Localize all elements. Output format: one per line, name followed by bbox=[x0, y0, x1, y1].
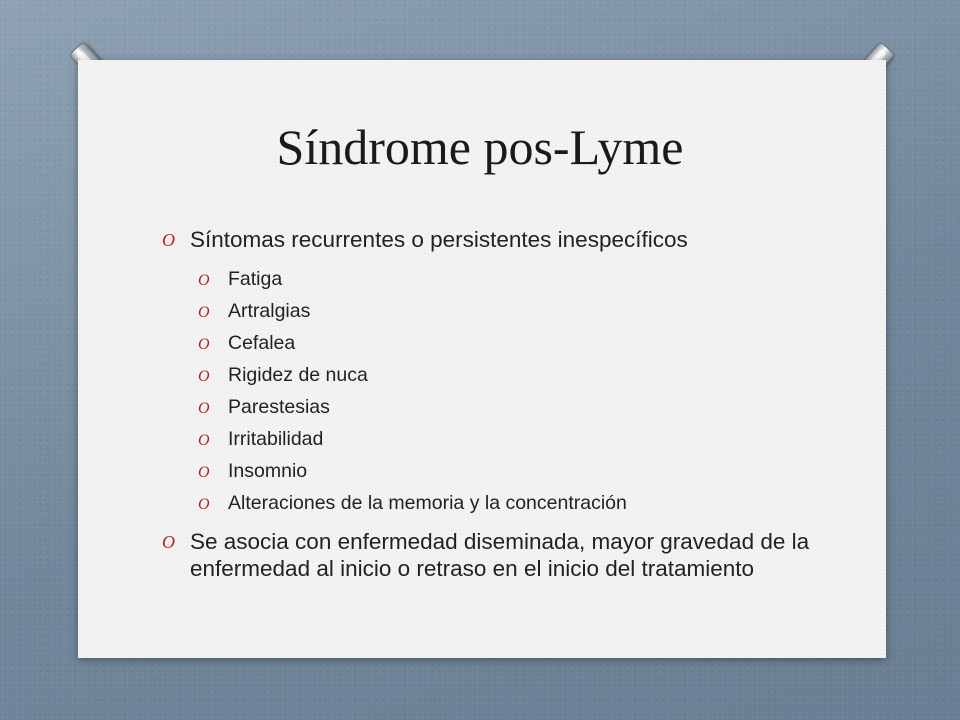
sub-bullet-item bbox=[162, 268, 822, 290]
bullet-icon: O bbox=[162, 230, 175, 250]
sub-bullet-item bbox=[162, 396, 822, 418]
sub-bullet-text: Rigidez de nuca bbox=[228, 364, 368, 386]
sub-bullet-text: Artralgias bbox=[228, 300, 311, 322]
bullet-icon: O bbox=[198, 400, 210, 417]
bullet-icon: O bbox=[198, 272, 210, 289]
sub-bullet-item bbox=[162, 364, 822, 386]
sub-bullet-item bbox=[162, 332, 822, 354]
bullet-text: Se asocia con enfermedad diseminada, mayor gravedad de la enfermedad al inicio o retraso en el inicio del tratamiento bbox=[190, 529, 810, 581]
sub-bullet-item bbox=[162, 492, 822, 514]
sub-bullet-text: Alteraciones de la memoria y la concentración bbox=[228, 492, 627, 514]
bullet-icon: O bbox=[198, 432, 210, 449]
sub-bullet-item bbox=[162, 300, 822, 322]
bullet-icon: O bbox=[198, 464, 210, 481]
sub-bullet-text: Fatiga bbox=[228, 268, 283, 290]
sub-bullet-text: Irritabilidad bbox=[228, 428, 324, 450]
bullet-item bbox=[162, 528, 822, 582]
slide-content bbox=[162, 226, 822, 582]
bullet-text: Síntomas recurrentes o persistentes inespecíficos bbox=[190, 227, 688, 252]
slide-title: Síndrome pos-Lyme bbox=[276, 119, 684, 175]
sub-bullet-item bbox=[162, 460, 822, 482]
sub-bullet-text: Cefalea bbox=[228, 332, 296, 354]
bullet-icon: O bbox=[162, 532, 175, 552]
bullet-icon: O bbox=[198, 368, 210, 385]
sub-bullet-item bbox=[162, 428, 822, 450]
bullet-icon: O bbox=[198, 336, 210, 353]
bullet-icon: O bbox=[198, 304, 210, 321]
bullet-item bbox=[162, 226, 822, 253]
sub-bullet-text: Parestesias bbox=[228, 396, 330, 418]
bullet-icon: O bbox=[198, 496, 210, 513]
sub-bullet-text: Insomnio bbox=[228, 460, 308, 482]
